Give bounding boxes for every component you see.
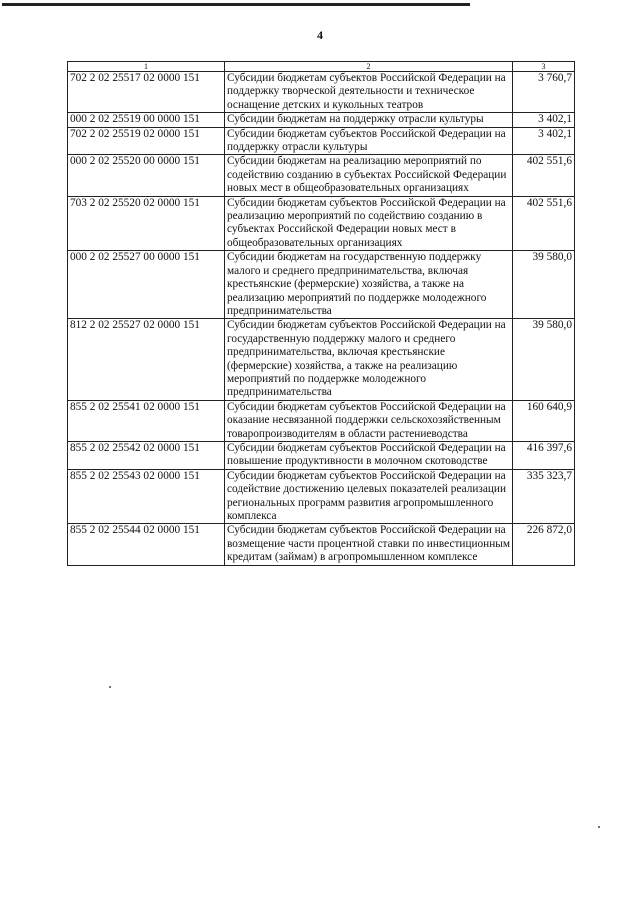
description-cell: Субсидии бюджетам на государственную поддержку малого и среднего предпринимательства, включая крестьянские (фермерские) хозяйства, а также на реализацию мероприятий по поддержке молодежного предпринимательства (225, 251, 513, 319)
table-row (68, 469, 575, 524)
description-cell: Субсидии бюджетам субъектов Российской Федерации на возмещение части процентной ставки по инвестиционным кредитам (займам) в агропромышленном комплексе (225, 524, 513, 565)
description-cell: Субсидии бюджетам субъектов Российской Федерации на поддержку творческой деятельности и техническое оснащение детских и кукольных театров (225, 72, 513, 113)
amount-cell: 160 640,9 (513, 400, 575, 441)
table-row (68, 441, 575, 469)
budget-code-cell: 000 2 02 25527 00 0000 151 (68, 251, 225, 319)
table-row (68, 155, 575, 196)
budget-code-cell: 000 2 02 25519 00 0000 151 (68, 113, 225, 127)
table-row (68, 113, 575, 127)
budget-code-cell: 855 2 02 25542 02 0000 151 (68, 441, 225, 469)
budget-code-cell: 855 2 02 25541 02 0000 151 (68, 400, 225, 441)
budget-code-cell: 855 2 02 25544 02 0000 151 (68, 524, 225, 565)
scan-speck (598, 826, 600, 828)
description-cell: Субсидии бюджетам субъектов Российской Федерации на поддержку отрасли культуры (225, 127, 513, 155)
amount-cell: 416 397,6 (513, 441, 575, 469)
amount-cell: 3 402,1 (513, 127, 575, 155)
budget-code-cell: 702 2 02 25517 02 0000 151 (68, 72, 225, 113)
table-row (68, 319, 575, 400)
description-cell: Субсидии бюджетам на поддержку отрасли культуры (225, 113, 513, 127)
budget-code-cell: 702 2 02 25519 02 0000 151 (68, 127, 225, 155)
amount-cell: 402 551,6 (513, 196, 575, 251)
amount-cell: 335 323,7 (513, 469, 575, 524)
budget-code-cell: 855 2 02 25543 02 0000 151 (68, 469, 225, 524)
amount-cell: 39 580,0 (513, 251, 575, 319)
table-row (68, 72, 575, 113)
table-header-row (68, 62, 575, 72)
table-row (68, 127, 575, 155)
column-header: 3 (513, 62, 575, 72)
description-cell: Субсидии бюджетам субъектов Российской Федерации на оказание несвязанной поддержки сельскохозяйственным товаропроизводителям в области растениеводства (225, 400, 513, 441)
budget-code-cell: 703 2 02 25520 02 0000 151 (68, 196, 225, 251)
description-cell: Субсидии бюджетам субъектов Российской Федерации на реализацию мероприятий по содействию созданию в субъектах Российской Федерации новых мест в общеобразовательных организациях (225, 196, 513, 251)
amount-cell: 402 551,6 (513, 155, 575, 196)
description-cell: Субсидии бюджетам субъектов Российской Федерации на содействие достижению целевых показателей реализации региональных программ развития агропромышленного комплекса (225, 469, 513, 524)
table-row (68, 400, 575, 441)
top-border-rule (2, 3, 470, 6)
amount-cell: 3 402,1 (513, 113, 575, 127)
description-cell: Субсидии бюджетам субъектов Российской Федерации на повышение продуктивности в молочном скотоводстве (225, 441, 513, 469)
description-cell: Субсидии бюджетам на реализацию мероприятий по содействию созданию в субъектах Российской Федерации новых мест в общеобразовательных организациях (225, 155, 513, 196)
column-header: 1 (68, 62, 225, 72)
page-number: 4 (317, 28, 323, 42)
budget-code-cell: 812 2 02 25527 02 0000 151 (68, 319, 225, 400)
budget-code-cell: 000 2 02 25520 00 0000 151 (68, 155, 225, 196)
budget-table (67, 61, 575, 566)
amount-cell: 226 872,0 (513, 524, 575, 565)
amount-cell: 3 760,7 (513, 72, 575, 113)
table-row (68, 524, 575, 565)
description-cell: Субсидии бюджетам субъектов Российской Федерации на государственную поддержку малого и среднего предпринимательства, включая крестьянские (фермерские) хозяйства, а также на реализацию мероприятий по поддержке молодежного предпринимательства (225, 319, 513, 400)
table-row (68, 251, 575, 319)
table-row (68, 196, 575, 251)
column-header: 2 (225, 62, 513, 72)
amount-cell: 39 580,0 (513, 319, 575, 400)
scan-speck (109, 686, 111, 688)
